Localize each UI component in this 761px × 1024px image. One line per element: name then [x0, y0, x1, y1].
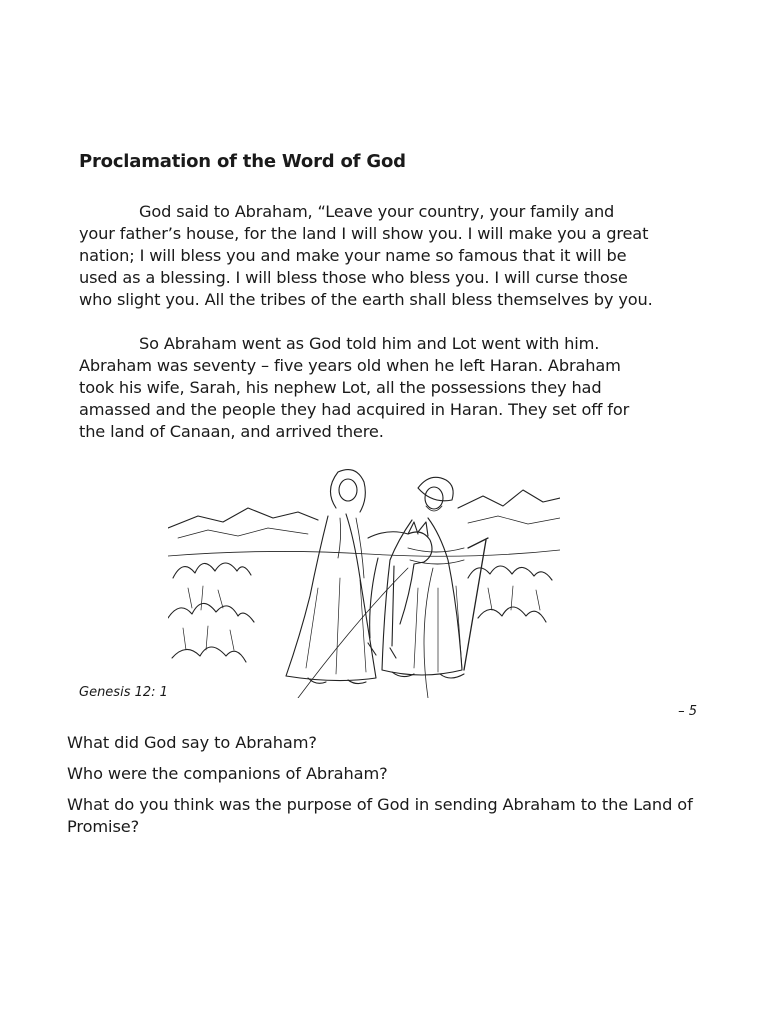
- paragraph-line: who slight you. All the tribes of the earth shall bless themselves by you.: [79, 290, 653, 309]
- abraham-sarah-donkey-illustration: [168, 468, 560, 698]
- paragraph-line: the land of Canaan, and arrived there.: [79, 422, 384, 441]
- paragraph-line: took his wife, Sarah, his nephew Lot, all the possessions they had: [79, 378, 602, 397]
- scripture-paragraph-1: [79, 201, 704, 311]
- scripture-citation: Genesis 12: 1: [79, 685, 168, 700]
- paragraph-line: God said to Abraham, “Leave your country, your family and: [139, 202, 615, 221]
- question-3: What do you think was the purpose of God in sending Abraham to the Land of Promise?: [67, 795, 693, 836]
- scripture-paragraph-2: [79, 333, 704, 443]
- paragraph-line: used as a blessing. I will bless those who bless you. I will curse those: [79, 268, 628, 287]
- question-2: Who were the companions of Abraham?: [67, 764, 388, 783]
- paragraph-line: nation; I will bless you and make your name so famous that it will be: [79, 246, 627, 265]
- paragraph-line: amassed and the people they had acquired in Haran. They set off for: [79, 400, 630, 419]
- question-1: What did God say to Abraham?: [67, 733, 317, 752]
- paragraph-line: Abraham was seventy – five years old when he left Haran. Abraham: [79, 356, 621, 375]
- paragraph-line: So Abraham went as God told him and Lot went with him.: [139, 334, 600, 353]
- page-number: – 5: [678, 704, 697, 719]
- paragraph-line: your father’s house, for the land I will show you. I will make you a great: [79, 224, 649, 243]
- page-title: Proclamation of the Word of God: [79, 151, 406, 172]
